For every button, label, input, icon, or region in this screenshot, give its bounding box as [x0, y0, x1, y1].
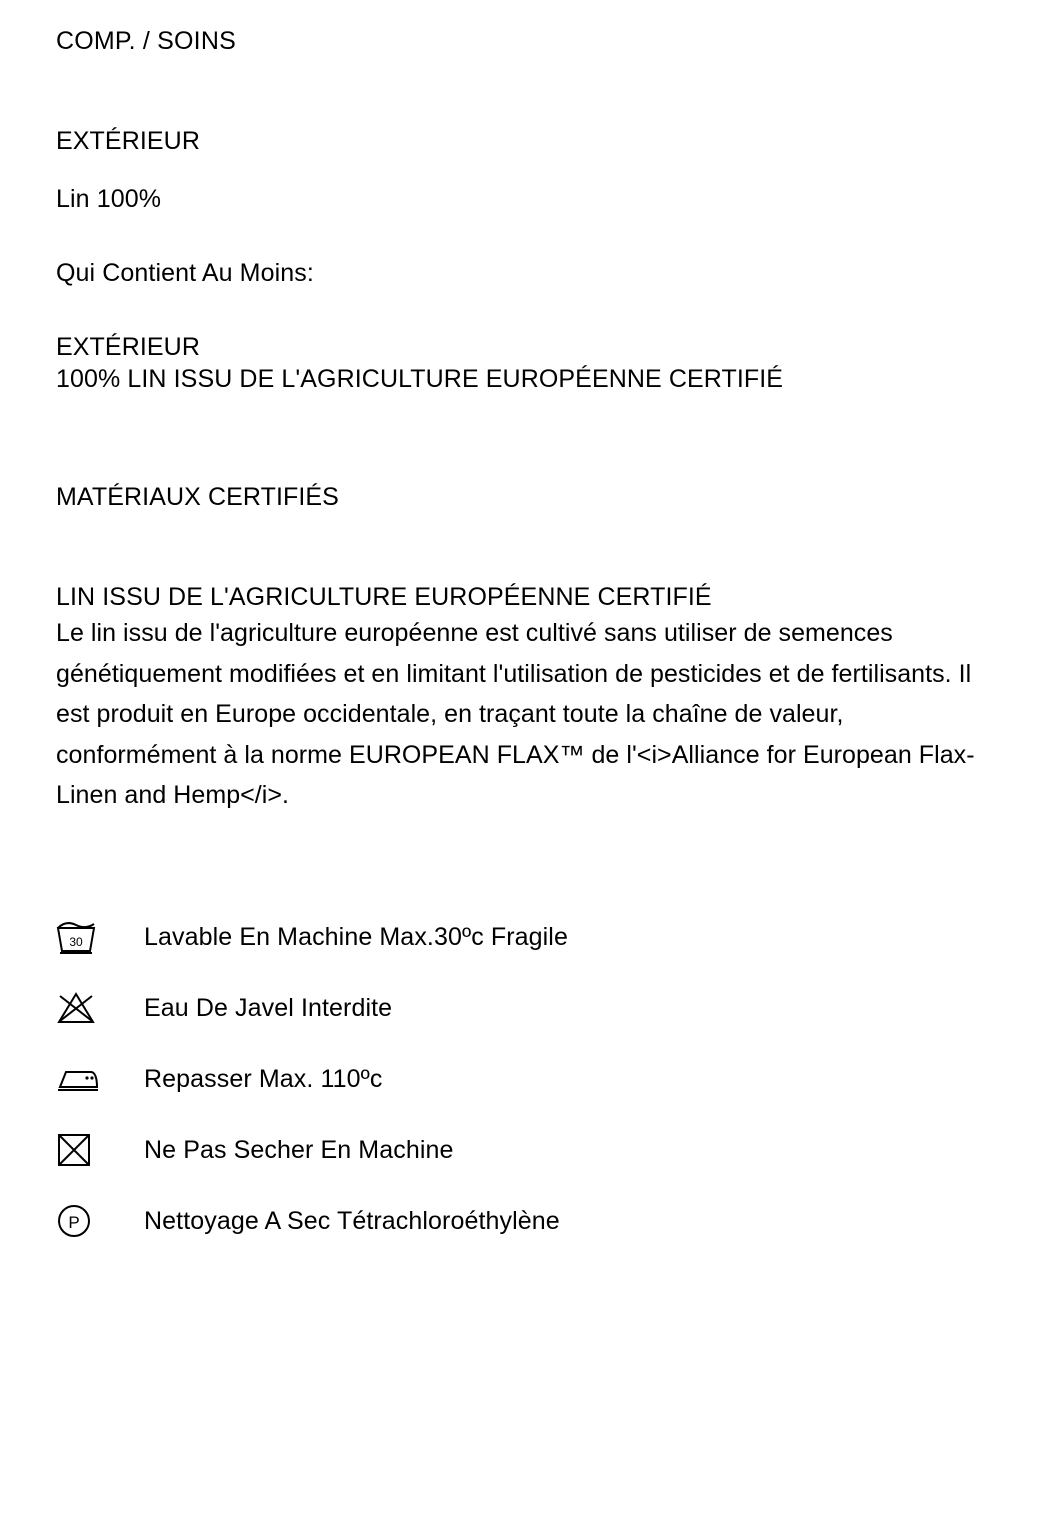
- composition-value: Lin 100%: [56, 185, 162, 214]
- list-item: [56, 1186, 1002, 1257]
- care-instruction-label: Lavable En Machine Max.30ºc Fragile: [144, 922, 568, 951]
- care-instructions-list: [56, 902, 1002, 1257]
- do-not-tumble-dry-icon: [56, 1132, 122, 1168]
- spacer: [56, 157, 1002, 183]
- svg-text:P: P: [68, 1213, 80, 1233]
- care-instruction-label: Eau De Javel Interdite: [144, 993, 393, 1022]
- contains-heading: EXTÉRIEUR: [56, 333, 200, 362]
- spacer: [56, 816, 1002, 902]
- care-instruction-label: Repasser Max. 110ºc: [144, 1064, 383, 1093]
- spacer: [56, 289, 1002, 331]
- contains-value: 100% LIN ISSU DE L'AGRICULTURE EUROPÉENNE CERTIFIÉ: [56, 365, 784, 394]
- contains-intro: Qui Contient Au Moins:: [56, 259, 314, 288]
- certified-materials-heading: MATÉRIAUX CERTIFIÉS: [56, 483, 339, 512]
- list-item: [56, 973, 1002, 1044]
- svg-text:30: 30: [69, 935, 83, 950]
- iron-max-110-icon: [56, 1064, 122, 1094]
- machine-wash-30-delicate-icon: [56, 920, 122, 954]
- spacer: [56, 215, 1002, 257]
- do-not-bleach-icon: [56, 991, 122, 1025]
- list-item: [56, 902, 1002, 973]
- certified-material-title: LIN ISSU DE L'AGRICULTURE EUROPÉENNE CERTIFIÉ: [56, 583, 712, 612]
- certified-material-text: Le lin issu de l'agriculture européenne est cultivé sans utiliser de semences génétiquement modifiées et en limitant l'utilisation de pesticides et de fertilisants. Il est produit en Europe occidentale, en traçant toute la chaîne de valeur, conformément à la norme EUROPEAN FLAX™ de l'<i>Alliance for European Flax-Linen and Hemp</i>.: [56, 619, 975, 810]
- list-item: [56, 1044, 1002, 1115]
- dry-clean-perchloroethylene-icon: [56, 1203, 122, 1239]
- spacer: [56, 513, 1002, 581]
- care-instruction-label: Ne Pas Secher En Machine: [144, 1135, 454, 1164]
- section-title: COMP. / SOINS: [56, 27, 236, 55]
- care-instruction-label: Nettoyage A Sec Tétrachloroéthylène: [144, 1206, 560, 1235]
- composition-heading: EXTÉRIEUR: [56, 127, 200, 156]
- spacer: [56, 395, 1002, 481]
- spacer: [56, 57, 1002, 125]
- list-item: [56, 1115, 1002, 1186]
